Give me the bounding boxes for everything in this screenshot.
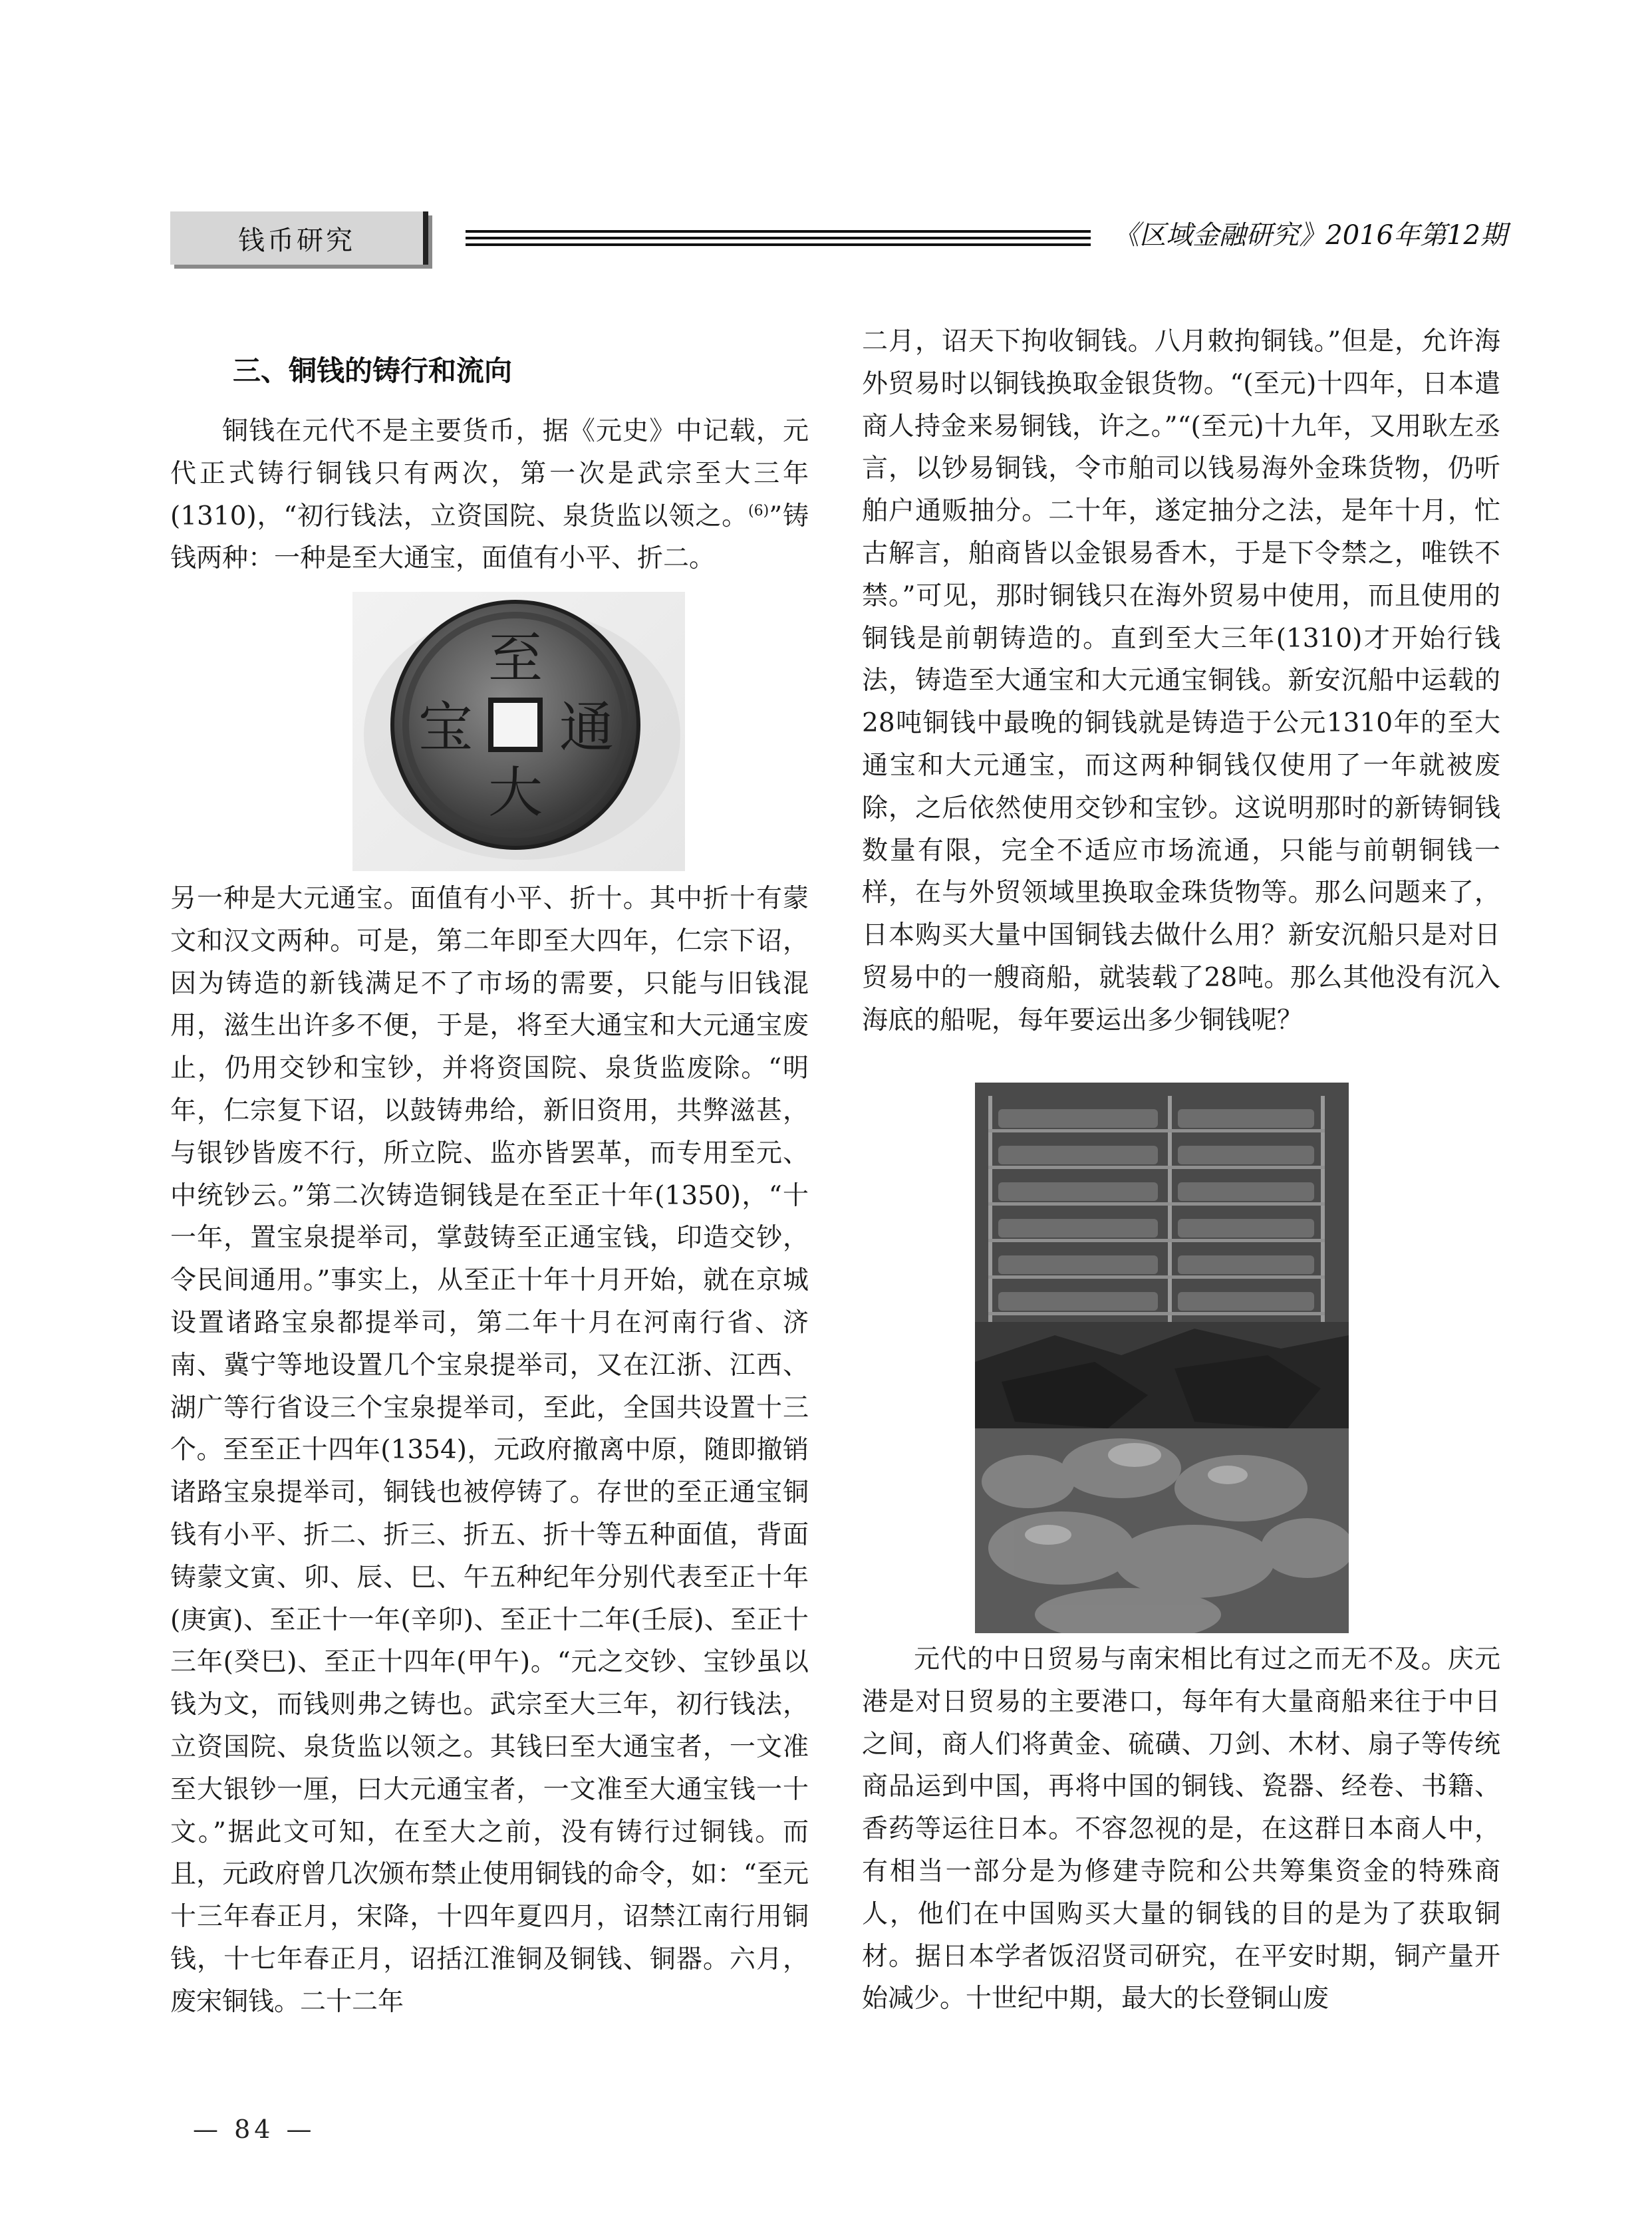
left-column-lower (170, 878, 809, 2024)
coin-illustration (352, 592, 685, 871)
paragraph (170, 410, 809, 580)
journal-title: 《区域金融研究》2016年第12期 (1113, 220, 1507, 251)
paragraph-text: 铜钱在元代不是主要货币，据《元史》中记载，元代正式铸行铜钱只有两次，第一次是武宗至大三年(1310)，“初行钱法，立资国院、泉货监以领之。 (170, 416, 809, 531)
header-rule (466, 230, 1091, 247)
coin-char-right: 通 (559, 696, 615, 759)
footnote-mark: (6) (748, 502, 769, 519)
section-tab (170, 211, 428, 265)
coin-char-left: 宝 (418, 696, 474, 759)
section-heading: 三、铜钱的铸行和流向 (233, 354, 513, 387)
paragraph: 另一种是大元通宝。面值有小平、折十。其中折十有蒙文和汉文两种。可是，第二年即至大四年，仁宗下诏，因为铸造的新钱满足不了市场的需要，只能与旧钱混用，滋生出许多不便，于是，将至大通宝和大元通宝废止，仍用交钞和宝钞，并将资国院、泉货监废除。“明年，仁宗复下诏，以鼓铸弗给，新旧资用，共弊滋甚，与银钞皆废不行，所立院、监亦皆罢革，而专用至元、中统钞云。”第二次铸造铜钱是在至正十年(1350)，“十一年，置宝泉提举司，掌鼓铸至正通宝钱，印造交钞，令民间通用。”事实上，从至正十年十月开始，就在京城设置诸路宝泉都提举司，第二年十月在河南行省、济南、冀宁等地设置几个宝泉提举司，又在江浙、江西、湖广等行省设三个宝泉提举司，至此，全国共设置十三个。至至正十四年(1354)，元政府撤离中原，随即撤销诸路宝泉提举司，铜钱也被停铸了。存世的至正通宝铜钱有小平、折二、折三、折五、折十等五种面值，背面铸蒙文寅、卯、辰、巳、午五种纪年分别代表至正十年(庚寅)、至正十一年(辛卯)、至正十二年(壬辰)、至正十三年(癸巳)、至正十四年(甲午)。“元之交钞、宝钞虽以钱为文，而钱则弗之铸也。武宗至大三年，初行钱法，立资国院、泉货监以领之。其钱曰至大通宝者，一文准至大银钞一厘，曰大元通宝者，一文准至大通宝钱一十文。”据此文可知，在至大之前，没有铸行过铜钱。而且，元政府曾几次颁布禁止使用铜钱的命令，如：“至元十三年春正月，宋降，十四年夏四月，诏禁江南行用铜钱，十七年春正月，诏括江淮铜及铜钱、铜器。六月，废宋铜钱。二十二年 (170, 884, 809, 2017)
paragraph-text-end: ”铸钱两种：一种是至大通宝，面值有小平、折二。 (170, 501, 809, 574)
page-number: — 84 — (193, 2115, 316, 2144)
coin-photo (352, 592, 685, 871)
paragraph: 元代的中日贸易与南宋相比有过之而无不及。庆元港是对日贸易的主要港口，每年有大量商船来往于中日之间，商人们将黄金、硫磺、刀剑、木材、扇子等传统商品运到中国，再将中国的铜钱、瓷器、经卷、书籍、香药等运往日本。不容忽视的是，在这群日本商人中，有相当一部分是为修建寺院和公共筹集资金的特殊商人，他们在中国购买大量的铜钱的目的是为了获取铜材。据日本学者饭沼贤司研究，在平安时期，铜产量开始减少。十世纪中期，最大的长登铜山废 (862, 1644, 1500, 2014)
coin-char-bottom: 大 (487, 761, 543, 825)
section-label: 钱币研究 (238, 225, 355, 256)
left-column-top (170, 410, 809, 580)
paragraph: 二月，诏天下拘收铜钱。八月敕拘铜钱。”但是，允许海外贸易时以铜钱换取金银货物。“(至元)十四年，日本遣商人持金来易铜钱，许之。”“(至元)十九年，又用耿左丞言，以钞易铜钱，令市舶司以钱易海外金珠货物，仍听舶户通贩抽分。二十年，遂定抽分之法，是年十月，忙古解言，舶商皆以金银易香木，于是下令禁之，唯铁不禁。”可见，那时铜钱只在海外贸易中使用，而且使用的铜钱是前朝铸造的。直到至大三年(1310)才开始行钱法，铸造至大通宝和大元通宝铜钱。新安沉船中运载的28吨铜钱中最晚的铜钱就是铸造于公元1310年的至大通宝和大元通宝，而这两种铜钱仅使用了一年就被废除，之后依然使用交钞和宝钞。这说明那时的新铸铜钱数量有限，完全不适应市场流通，只能与前朝铜钱一样，在与外贸领域里换取金珠货物等。那么问题来了，日本购买大量中国铜钱去做什么用？新安沉船只是对日贸易中的一艘商船，就装载了28吨。那么其他没有沉入海底的船呢，每年要运出多少铜钱呢？ (862, 327, 1500, 1035)
right-column-top (862, 321, 1500, 1042)
storeroom-photo (975, 1083, 1349, 1633)
right-column-lower (862, 1638, 1500, 2020)
coin-char-top: 至 (487, 627, 543, 690)
shelf-illustration (975, 1083, 1349, 1633)
